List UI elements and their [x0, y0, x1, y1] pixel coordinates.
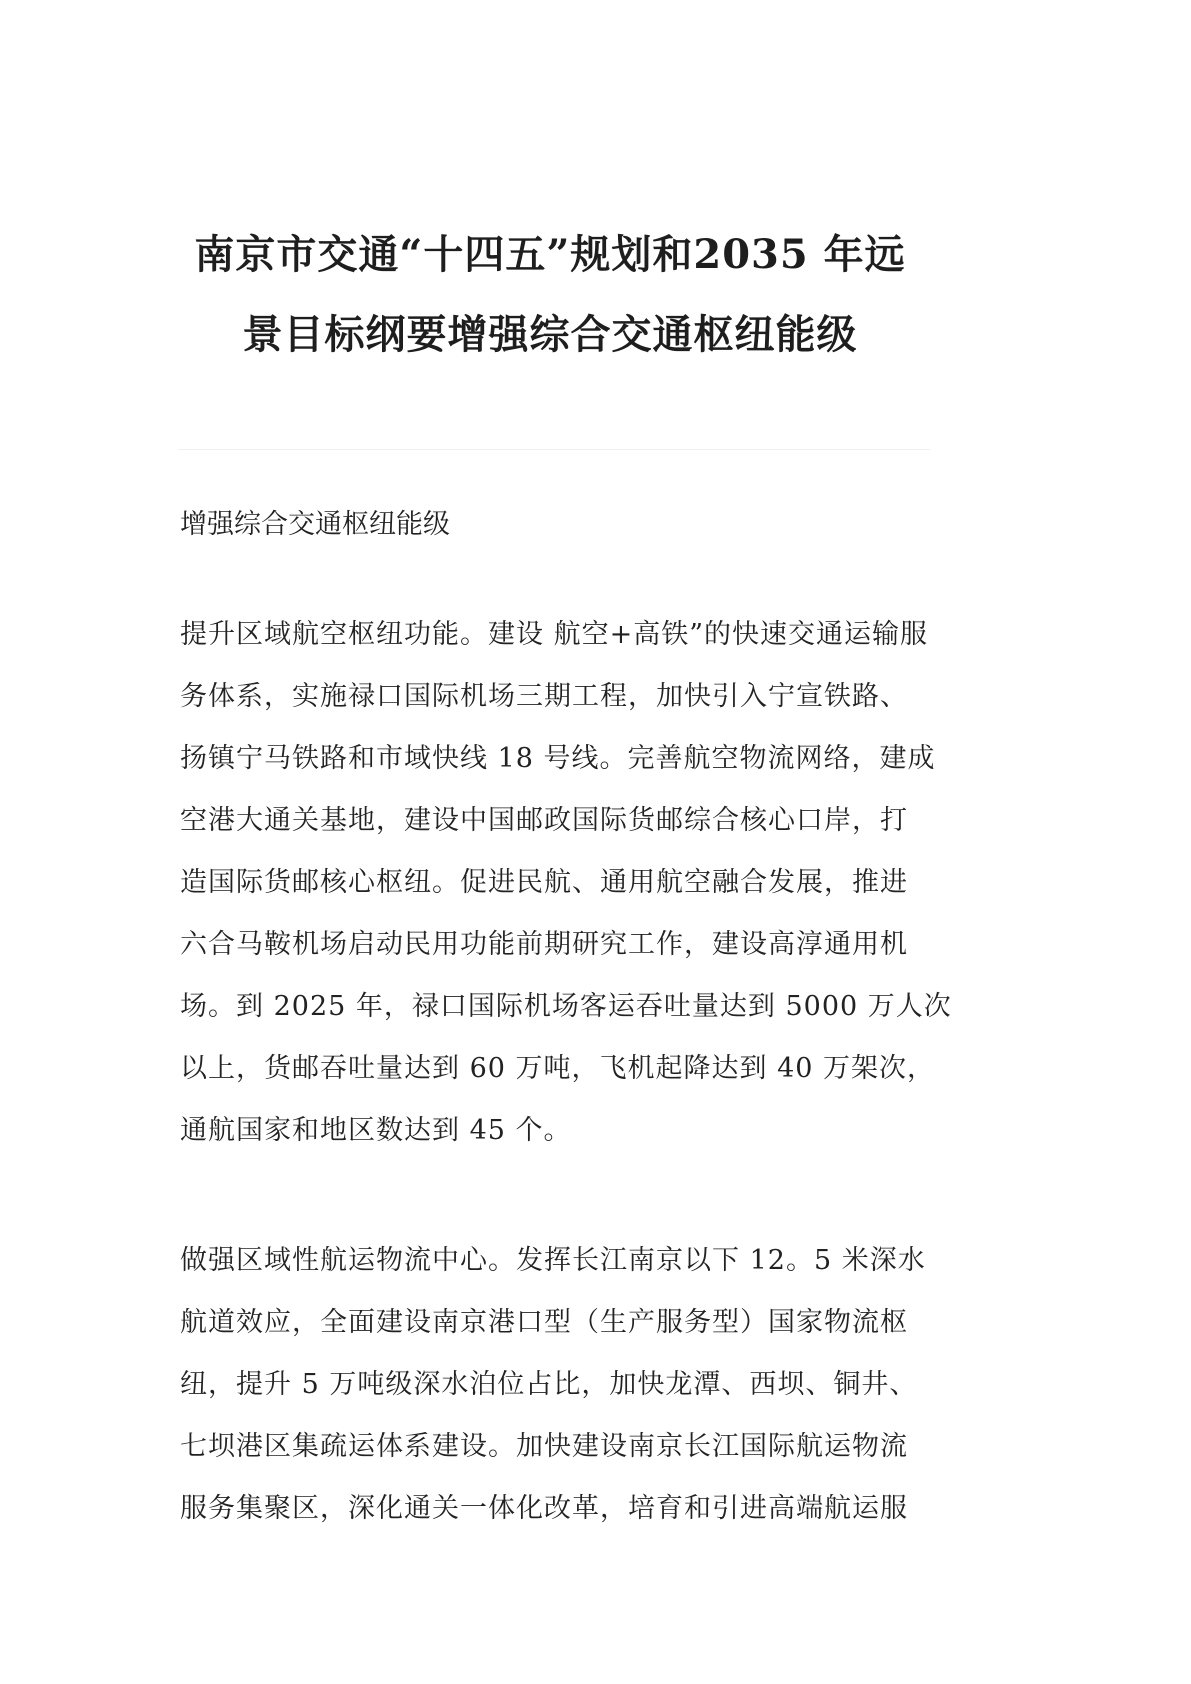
text-line: 做强区域性航运物流中心。发挥长江南京以下 12。5 米深水	[180, 1245, 926, 1276]
text-line: 服务集聚区，深化通关一体化改革，培育和引进高端航运服	[180, 1493, 908, 1524]
text-line: 纽，提升 5 万吨级深水泊位占比，加快龙潭、西坝、铜井、	[180, 1369, 918, 1400]
text-line: 造国际货邮核心枢纽。促进民航、通用航空融合发展，推进	[180, 867, 908, 898]
text-line: 务体系，实施禄口国际机场三期工程，加快引入宁宣铁路、	[180, 681, 908, 712]
text-line: 通航国家和地区数达到 45 个。	[180, 1115, 572, 1146]
text-line: 六合马鞍机场启动民用功能前期研究工作，建设高淳通用机	[180, 929, 908, 960]
section-heading: 增强综合交通枢纽能级	[180, 509, 450, 540]
page-title	[150, 215, 950, 375]
text-line: 空港大通关基地，建设中国邮政国际货邮综合核心口岸，打	[180, 805, 908, 836]
divider	[178, 449, 930, 450]
title-line: 景目标纲要增强综合交通枢纽能级	[242, 310, 858, 358]
paragraph-shipping-logistics	[180, 1230, 940, 1540]
title-line: 南京市交通“十四五”规划和2035 年远	[194, 230, 906, 278]
text-line: 场。到 2025 年，禄口国际机场客运吞吐量达到 5000 万人次	[180, 991, 952, 1022]
text-line: 以上，货邮吞吐量达到 60 万吨，飞机起降达到 40 万架次，	[180, 1053, 936, 1084]
text-line: 七坝港区集疏运体系建设。加快建设南京长江国际航运物流	[180, 1431, 908, 1462]
text-line: 航道效应，全面建设南京港口型（生产服务型）国家物流枢	[180, 1307, 908, 1338]
text-line: 提升区域航空枢纽功能。建设 航空+高铁”的快速交通运输服	[180, 619, 929, 650]
paragraph-aviation-hub	[180, 604, 952, 1162]
text-line: 扬镇宁马铁路和市域快线 18 号线。完善航空物流网络，建成	[180, 743, 936, 774]
